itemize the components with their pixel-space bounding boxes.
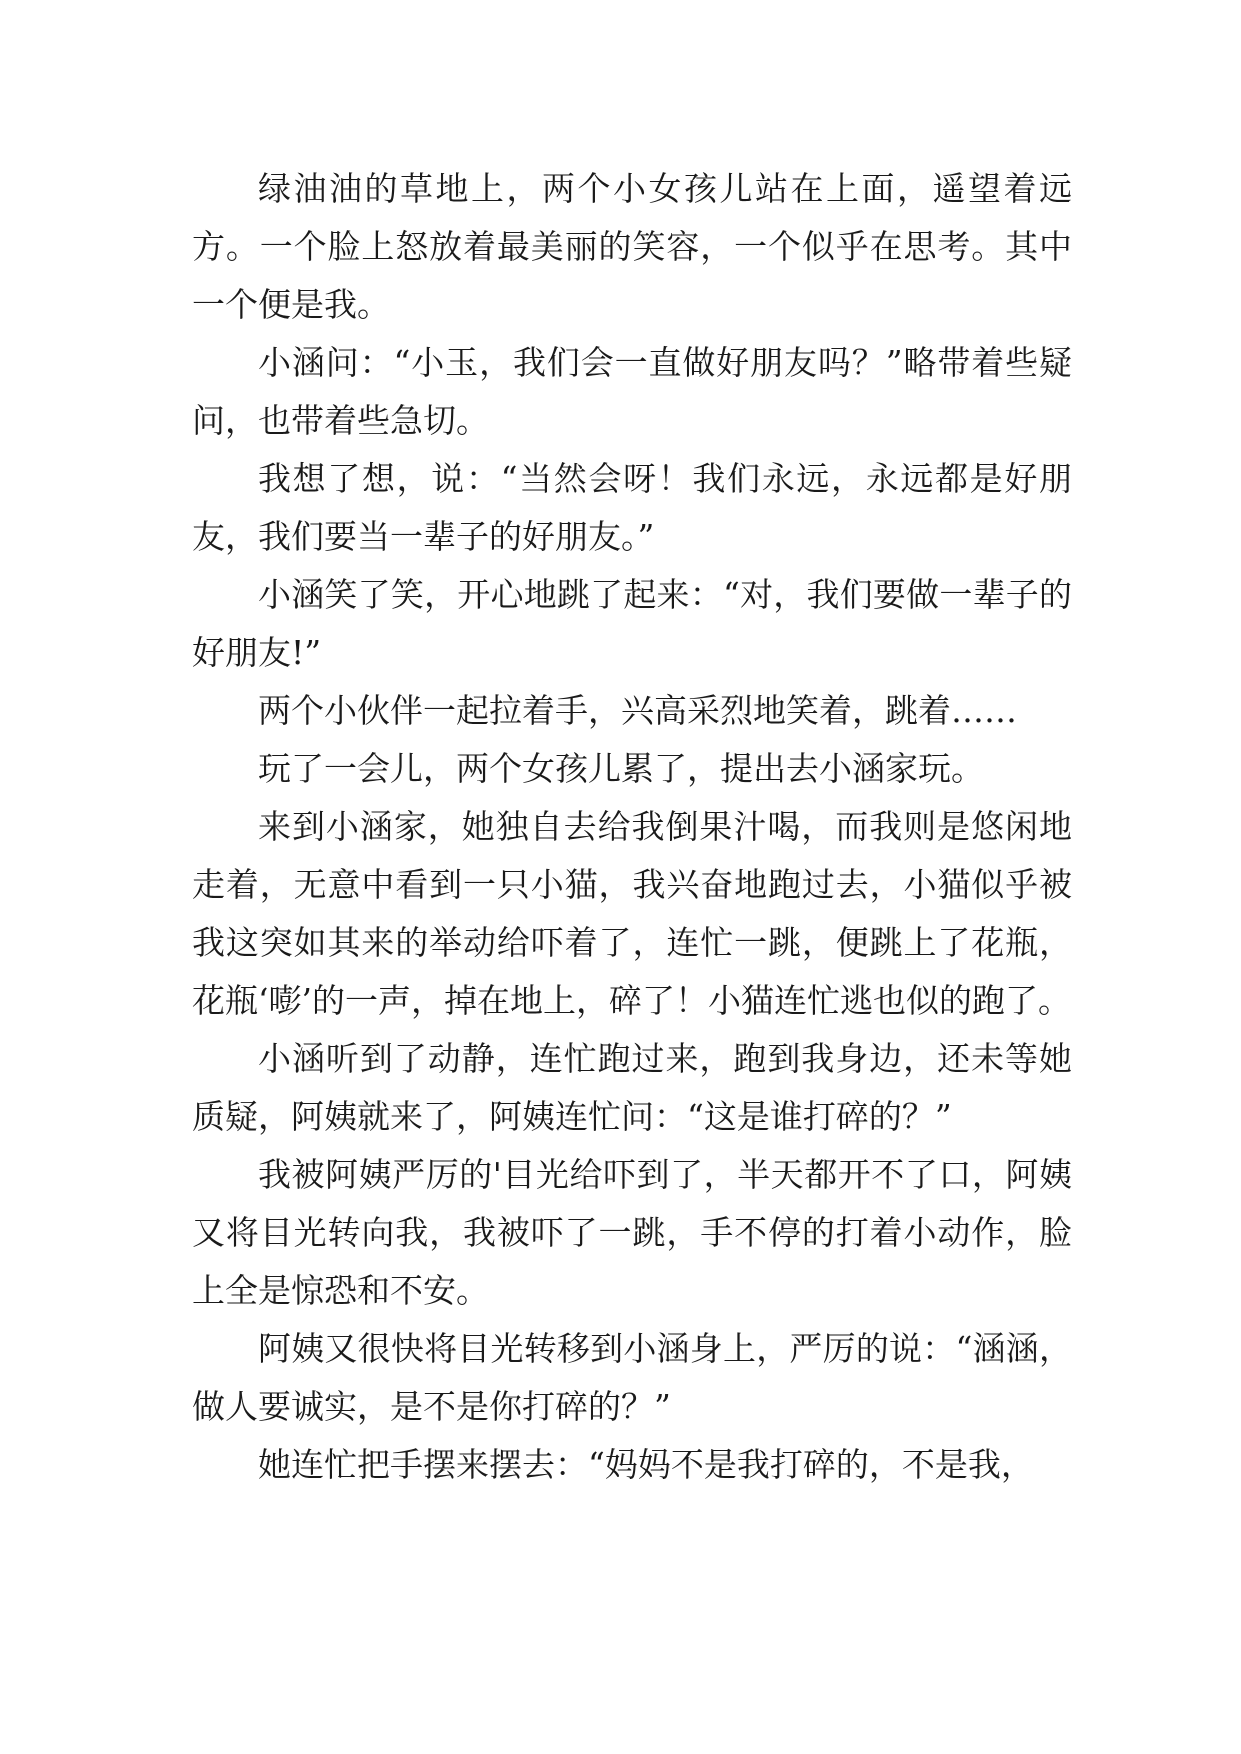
story-text bbox=[192, 160, 1072, 1494]
paragraph-9: 我被阿姨严厉的'目光给吓到了，半天都开不了口，阿姨又将目光转向我，我被吓了一跳，手不停的打着小动作，脸上全是惊恐和不安。 bbox=[192, 1155, 1072, 1310]
paragraph-7: 来到小涵家，她独自去给我倒果汁喝，而我则是悠闲地走着，无意中看到一只小猫，我兴奋地跑过去，小猫似乎被我这突如其来的举动给吓着了，连忙一跳，便跳上了花瓶，花瓶‘嘭’的一声，掉在地上，碎了！小猫连忙逃也似的跑了。 bbox=[192, 807, 1072, 1020]
paragraph-5: 两个小伙伴一起拉着手，兴高采烈地笑着，跳着…… bbox=[258, 691, 1017, 730]
paragraph-10: 阿姨又很快将目光转移到小涵身上，严厉的说：“涵涵，做人要诚实，是不是你打碎的？” bbox=[192, 1329, 1072, 1426]
paragraph-4: 小涵笑了笑，开心地跳了起来：“对，我们要做一辈子的好朋友!” bbox=[192, 575, 1072, 672]
paragraph-3: 我想了想，说：“当然会呀！我们永远，永远都是好朋友，我们要当一辈子的好朋友。” bbox=[192, 459, 1072, 556]
paragraph-11: 她连忙把手摆来摆去：“妈妈不是我打碎的，不是我， bbox=[258, 1445, 1034, 1484]
paragraph-2: 小涵问：“小玉，我们会一直做好朋友吗？”略带着些疑问，也带着些急切。 bbox=[192, 343, 1072, 440]
paragraph-1: 绿油油的草地上，两个小女孩儿站在上面，遥望着远方。一个脸上怒放着最美丽的笑容，一个似乎在思考。其中一个便是我。 bbox=[192, 169, 1072, 324]
paragraph-6: 玩了一会儿，两个女孩儿累了，提出去小涵家玩。 bbox=[258, 749, 984, 788]
paragraph-8: 小涵听到了动静，连忙跑过来，跑到我身边，还未等她质疑，阿姨就来了，阿姨连忙问：“这是谁打碎的？” bbox=[192, 1039, 1072, 1136]
